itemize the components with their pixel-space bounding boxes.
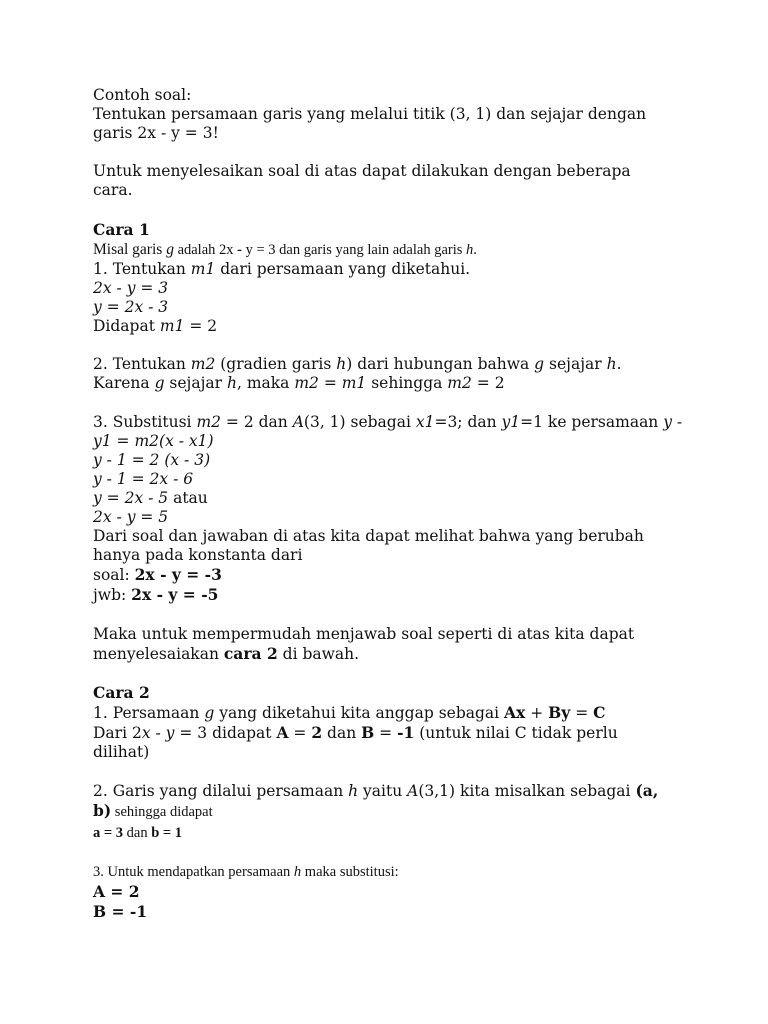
equation: A = 2	[93, 881, 140, 901]
text-line: jwb: 2x - y = -5	[93, 585, 219, 605]
text-line: 3. Substitusi m2 = 2 dan A(3, 1) sebagai x1=3; dan y1=1 ke persamaan y -	[93, 412, 683, 431]
equation: y1 = m2(x - x1)	[93, 431, 214, 450]
equation: y = 2x - 5 atau	[93, 488, 208, 507]
equation: y = 2x - 3	[93, 298, 169, 317]
text-line: Untuk menyelesaikan soal di atas dapat dilakukan dengan beberapa	[93, 162, 631, 181]
text-line: 2. Tentukan m2 (gradien garis h) dari hubungan bahwa g sejajar h.	[93, 355, 622, 374]
equation: 2x - y = 5	[93, 508, 169, 527]
text-line: garis 2x - y = 3!	[93, 124, 219, 143]
text-line: Dari 2x - y = 3 didapat A = 2 dan B = -1 (untuk nilai C tidak perlu	[93, 723, 618, 743]
text-line: dilihat)	[93, 743, 150, 762]
section-heading: Cara 2	[93, 682, 150, 702]
equation: 2x - y = 3	[93, 278, 169, 297]
text-line: b) sehingga didapat	[93, 801, 213, 821]
equation: y - 1 = 2x - 6	[93, 469, 194, 488]
text-line: Didapat m1 = 2	[93, 317, 218, 336]
text-line: menyelesaiakan cara 2 di bawah.	[93, 643, 360, 663]
document-body	[93, 86, 693, 922]
text-line: 1. Persamaan g yang diketahui kita anggap sebagai Ax + By = C	[93, 703, 606, 722]
text-line: 2. Garis yang dilalui persamaan h yaitu A(3,1) kita misalkan sebagai (a,	[93, 781, 659, 801]
text-line: 3. Untuk mendapatkan persamaan h maka substitusi:	[93, 863, 399, 880]
text-line: a = 3 dan b = 1	[93, 824, 183, 841]
text-line: Misal garis g adalah 2x - y = 3 dan garis yang lain adalah garis h.	[93, 240, 477, 258]
equation: y - 1 = 2 (x - 3)	[93, 450, 211, 469]
text-line: Maka untuk mempermudah menjawab soal seperti di atas kita dapat	[93, 624, 635, 643]
text-line: Karena g sejajar h, maka m2 = m1 sehingga m2 = 2	[93, 374, 505, 393]
text-line: Tentukan persamaan garis yang melalui titik (3, 1) dan sejajar dengan	[93, 105, 647, 124]
text-line: soal: 2x - y = -3	[93, 565, 222, 585]
text-line: hanya pada konstanta dari	[93, 546, 303, 565]
equation: B = -1	[93, 901, 148, 921]
section-heading: Cara 1	[93, 219, 150, 239]
text-line: 1. Tentukan m1 dari persamaan yang diketahui.	[93, 259, 471, 278]
text-line: Dari soal dan jawaban di atas kita dapat melihat bahwa yang berubah	[93, 527, 644, 546]
text-line: cara.	[93, 181, 133, 200]
text-line: Contoh soal:	[93, 86, 192, 104]
